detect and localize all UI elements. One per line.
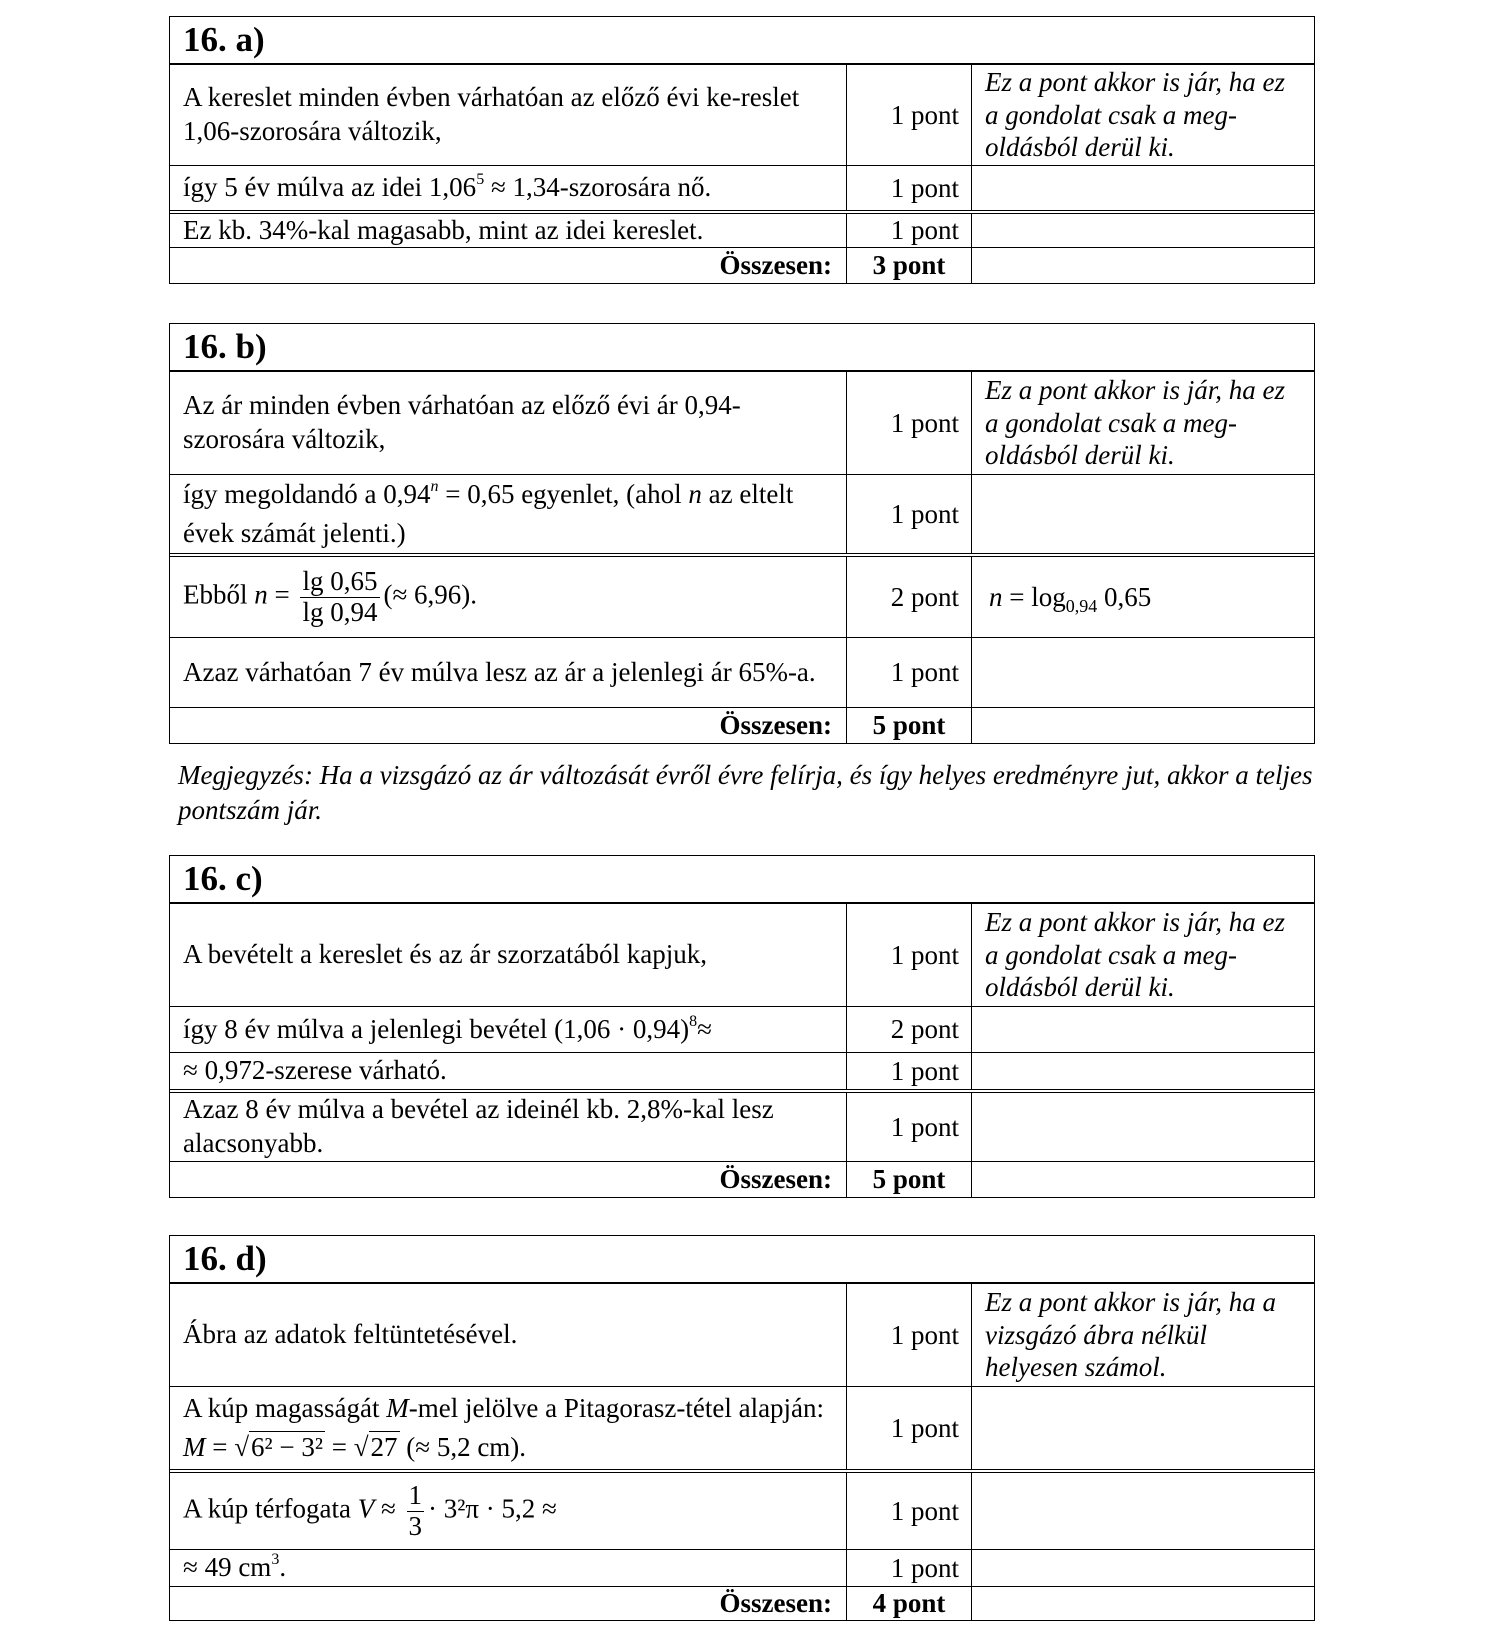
total-points: 4 pont [847,1587,972,1620]
solution-text: A kúp magasságát M-mel jelölve a Pitagorasz-tétel alapján: M = √6² − 3² = √27 (≈ 5,2 cm). [170,1387,847,1469]
points: 2 pont [847,557,972,637]
section-title: 16. d) [170,1236,1314,1283]
points: 1 pont [847,475,972,553]
comment [972,1053,1314,1089]
table-row [170,165,1314,210]
table-row [170,64,1314,165]
square-root: 6² − 3² [251,1432,323,1462]
fraction: $\frac{1}{3}$ [408,1479,423,1541]
comment: Ez a pont akkor is jár, ha ez a gondolat csak a meg-oldásból derül ki. [985,906,1285,1003]
points: 1 pont [847,1550,972,1586]
solution-text: ≈ 49 $cm^3$. [170,1550,847,1586]
total-points: 3 pont [847,248,972,283]
points: 2 pont [847,1007,972,1052]
total-row [170,1586,1314,1620]
note: Megjegyzés: Ha a vizsgázó az ár változását évről évre felírja, és így helyes eredményre jut, akkor a teljes pontszám jár. [178,760,1313,825]
table-row [170,553,1314,637]
comment: Ez a pont akkor is jár, ha ez a gondolat csak a meg-oldásból derül ki. [985,66,1285,163]
comment [972,166,1314,210]
table-row [170,1006,1314,1052]
section-16c [169,855,1315,1198]
solution-text: Ebből n = $\frac{\lg 0,65}{\lg 0,94}$ (≈ 6,96). [170,557,847,637]
fraction: $\frac{\lg 0,65}{\lg 0,94}$ [302,565,378,627]
points: 1 pont [847,1387,972,1469]
total-row [170,1161,1314,1197]
solution-text: ≈ 0,972-szerese várható. [170,1053,847,1089]
total-points: 5 pont [847,1162,972,1197]
section-title: 16. a) [170,17,1314,64]
table-row [170,1386,1314,1469]
comment [972,708,1314,743]
solution-text: Ez kb. 34%-kal magasabb, mint az idei kereslet. [170,214,847,247]
comment [972,1550,1314,1586]
points: 1 pont [847,214,972,247]
solution-text: így 5 év múlva az idei 1,06$^5$ ≈ 1,34-szorosára nő. [170,166,847,210]
solution-text: A bevételt a kereslet és az ár szorzatából kapjuk, [170,904,847,1006]
solution-text: így megoldandó a $0,94^n = 0,65$ egyenlet, (ahol n az eltelt évek számát jelenti.) [170,475,847,553]
section-16b [169,323,1315,744]
total-points: 5 pont [847,708,972,743]
comment: $n = \log_{0,94} 0,65$ [989,581,1152,616]
points: 1 pont [847,1284,972,1386]
table-row [170,637,1314,707]
points: 1 pont [847,372,972,474]
comment: Ez a pont akkor is jár, ha a vizsgázó ábra nélkül helyesen számol. [985,1286,1277,1383]
total-label: Összesen: [170,1162,847,1197]
points: 1 pont [847,638,972,707]
points: 1 pont [847,1093,972,1161]
section-title: 16. c) [170,856,1314,903]
comment [972,1587,1314,1620]
table-row [170,1089,1314,1161]
solution-text: Az ár minden évben várhatóan az előző évi ár 0,94-szorosára változik, [170,372,847,474]
total-row [170,247,1314,283]
table-row [170,1469,1314,1549]
points: 1 pont [847,904,972,1006]
comment [972,1007,1314,1052]
total-label: Összesen: [170,1587,847,1620]
total-label: Összesen: [170,708,847,743]
comment [972,1473,1314,1549]
table-row [170,903,1314,1006]
comment [972,214,1314,247]
table-row [170,474,1314,553]
solution-text: Azaz várhatóan 7 év múlva lesz az ár a jelenlegi ár 65%-a. [170,638,847,707]
table-row [170,1283,1314,1386]
total-row [170,707,1314,743]
section-16a [169,16,1315,284]
total-label: Összesen: [170,248,847,283]
solution-text: A kúp térfogata V ≈ $\frac{1}{3}$ · 3²π · 5,2 ≈ [170,1473,847,1549]
section-16d [169,1235,1315,1621]
comment [972,248,1314,283]
solution-text: A kereslet minden évben várhatóan az előző évi ke-reslet 1,06-szorosára változik, [170,65,847,165]
table-row [170,210,1314,247]
section-title: 16. b) [170,324,1314,371]
comment: Ez a pont akkor is jár, ha ez a gondolat csak a meg-oldásból derül ki. [985,374,1285,471]
square-root: 27 [370,1432,398,1462]
solution-text: Azaz 8 év múlva a bevétel az ideinél kb. 2,8%-kal lesz alacsonyabb. [170,1093,847,1161]
points: 1 pont [847,1473,972,1549]
points: 1 pont [847,65,972,165]
table-row [170,1052,1314,1089]
comment [972,1387,1314,1469]
comment [972,475,1314,553]
points: 1 pont [847,166,972,210]
solution-text: így 8 év múlva a jelenlegi bevétel $(1,06 \cdot 0,94)^8\approx$ [170,1007,847,1052]
comment [972,1093,1314,1161]
points: 1 pont [847,1053,972,1089]
comment [972,1162,1314,1197]
table-row [170,371,1314,474]
solution-text: Ábra az adatok feltüntetésével. [170,1284,847,1386]
comment [972,638,1314,707]
table-row [170,1549,1314,1586]
